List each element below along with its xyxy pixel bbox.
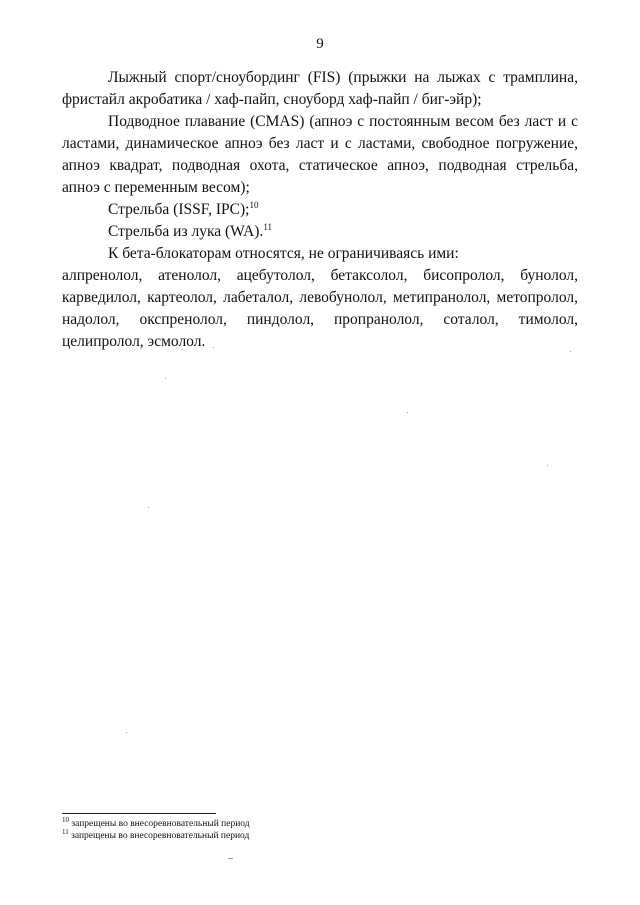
- archery-text: Стрельба из лука (WA).: [108, 223, 264, 240]
- footnote-separator: [62, 813, 216, 814]
- scan-speck: [547, 465, 548, 466]
- paragraph-archery: [62, 221, 578, 243]
- paragraph-beta-blockers-intro: К бета-блокаторам относятся, не ограничиваясь ими:: [108, 245, 459, 262]
- scan-speck: [228, 858, 233, 859]
- paragraph-shooting: [62, 199, 578, 221]
- footnote-ref-11: 11: [263, 222, 272, 232]
- footnote-marker: 11: [62, 828, 69, 836]
- paragraph-ski-sport: Лыжный спорт/сноубординг (FIS) (прыжки на лыжах с трамплина, фристайл акробатика / хаф-пайп, сноуборд хаф-пайп / биг-эйр);: [62, 69, 578, 108]
- scan-speck: [165, 378, 166, 379]
- footnote-11: [62, 830, 462, 842]
- paragraph-underwater-sport: Подводное плавание (CMAS) (апноэ с постоянным весом без ласт и с ластами, динамическое апноэ без ласт и с ластами, свободное погружение, апноэ квадрат, подводная охота, статическое апноэ, подводная стрельба, апноэ с переменным весом);: [62, 113, 578, 196]
- paragraph-beta-blockers-list: алпренолол, атенолол, ацебутолол, бетаксолол, бисопролол, бунолол, карведилол, картеолол, лабеталол, левобунолол, метипранолол, метопролол, надолол, окспренолол, пиндолол, пропранолол, соталол, тимолол, целипролол, эсмолол.: [62, 267, 578, 350]
- footnote-marker: 10: [62, 816, 69, 824]
- footnote-10: [62, 818, 462, 830]
- scan-speck: [126, 732, 127, 733]
- scan-speck: [407, 412, 408, 413]
- scan-speck: [213, 347, 214, 348]
- scan-speck: [148, 507, 149, 508]
- document-body: [62, 67, 578, 353]
- shooting-text: Стрельба (ISSF, IPC);: [108, 201, 250, 218]
- footnotes: [62, 818, 462, 842]
- page-number: 9: [316, 36, 324, 52]
- footnote-ref-10: 10: [249, 200, 259, 210]
- footnote-text: запрещены во внесоревновательный период: [71, 819, 250, 829]
- scan-speck: [570, 351, 571, 352]
- footnote-text: запрещены во внесоревновательный период: [71, 831, 250, 841]
